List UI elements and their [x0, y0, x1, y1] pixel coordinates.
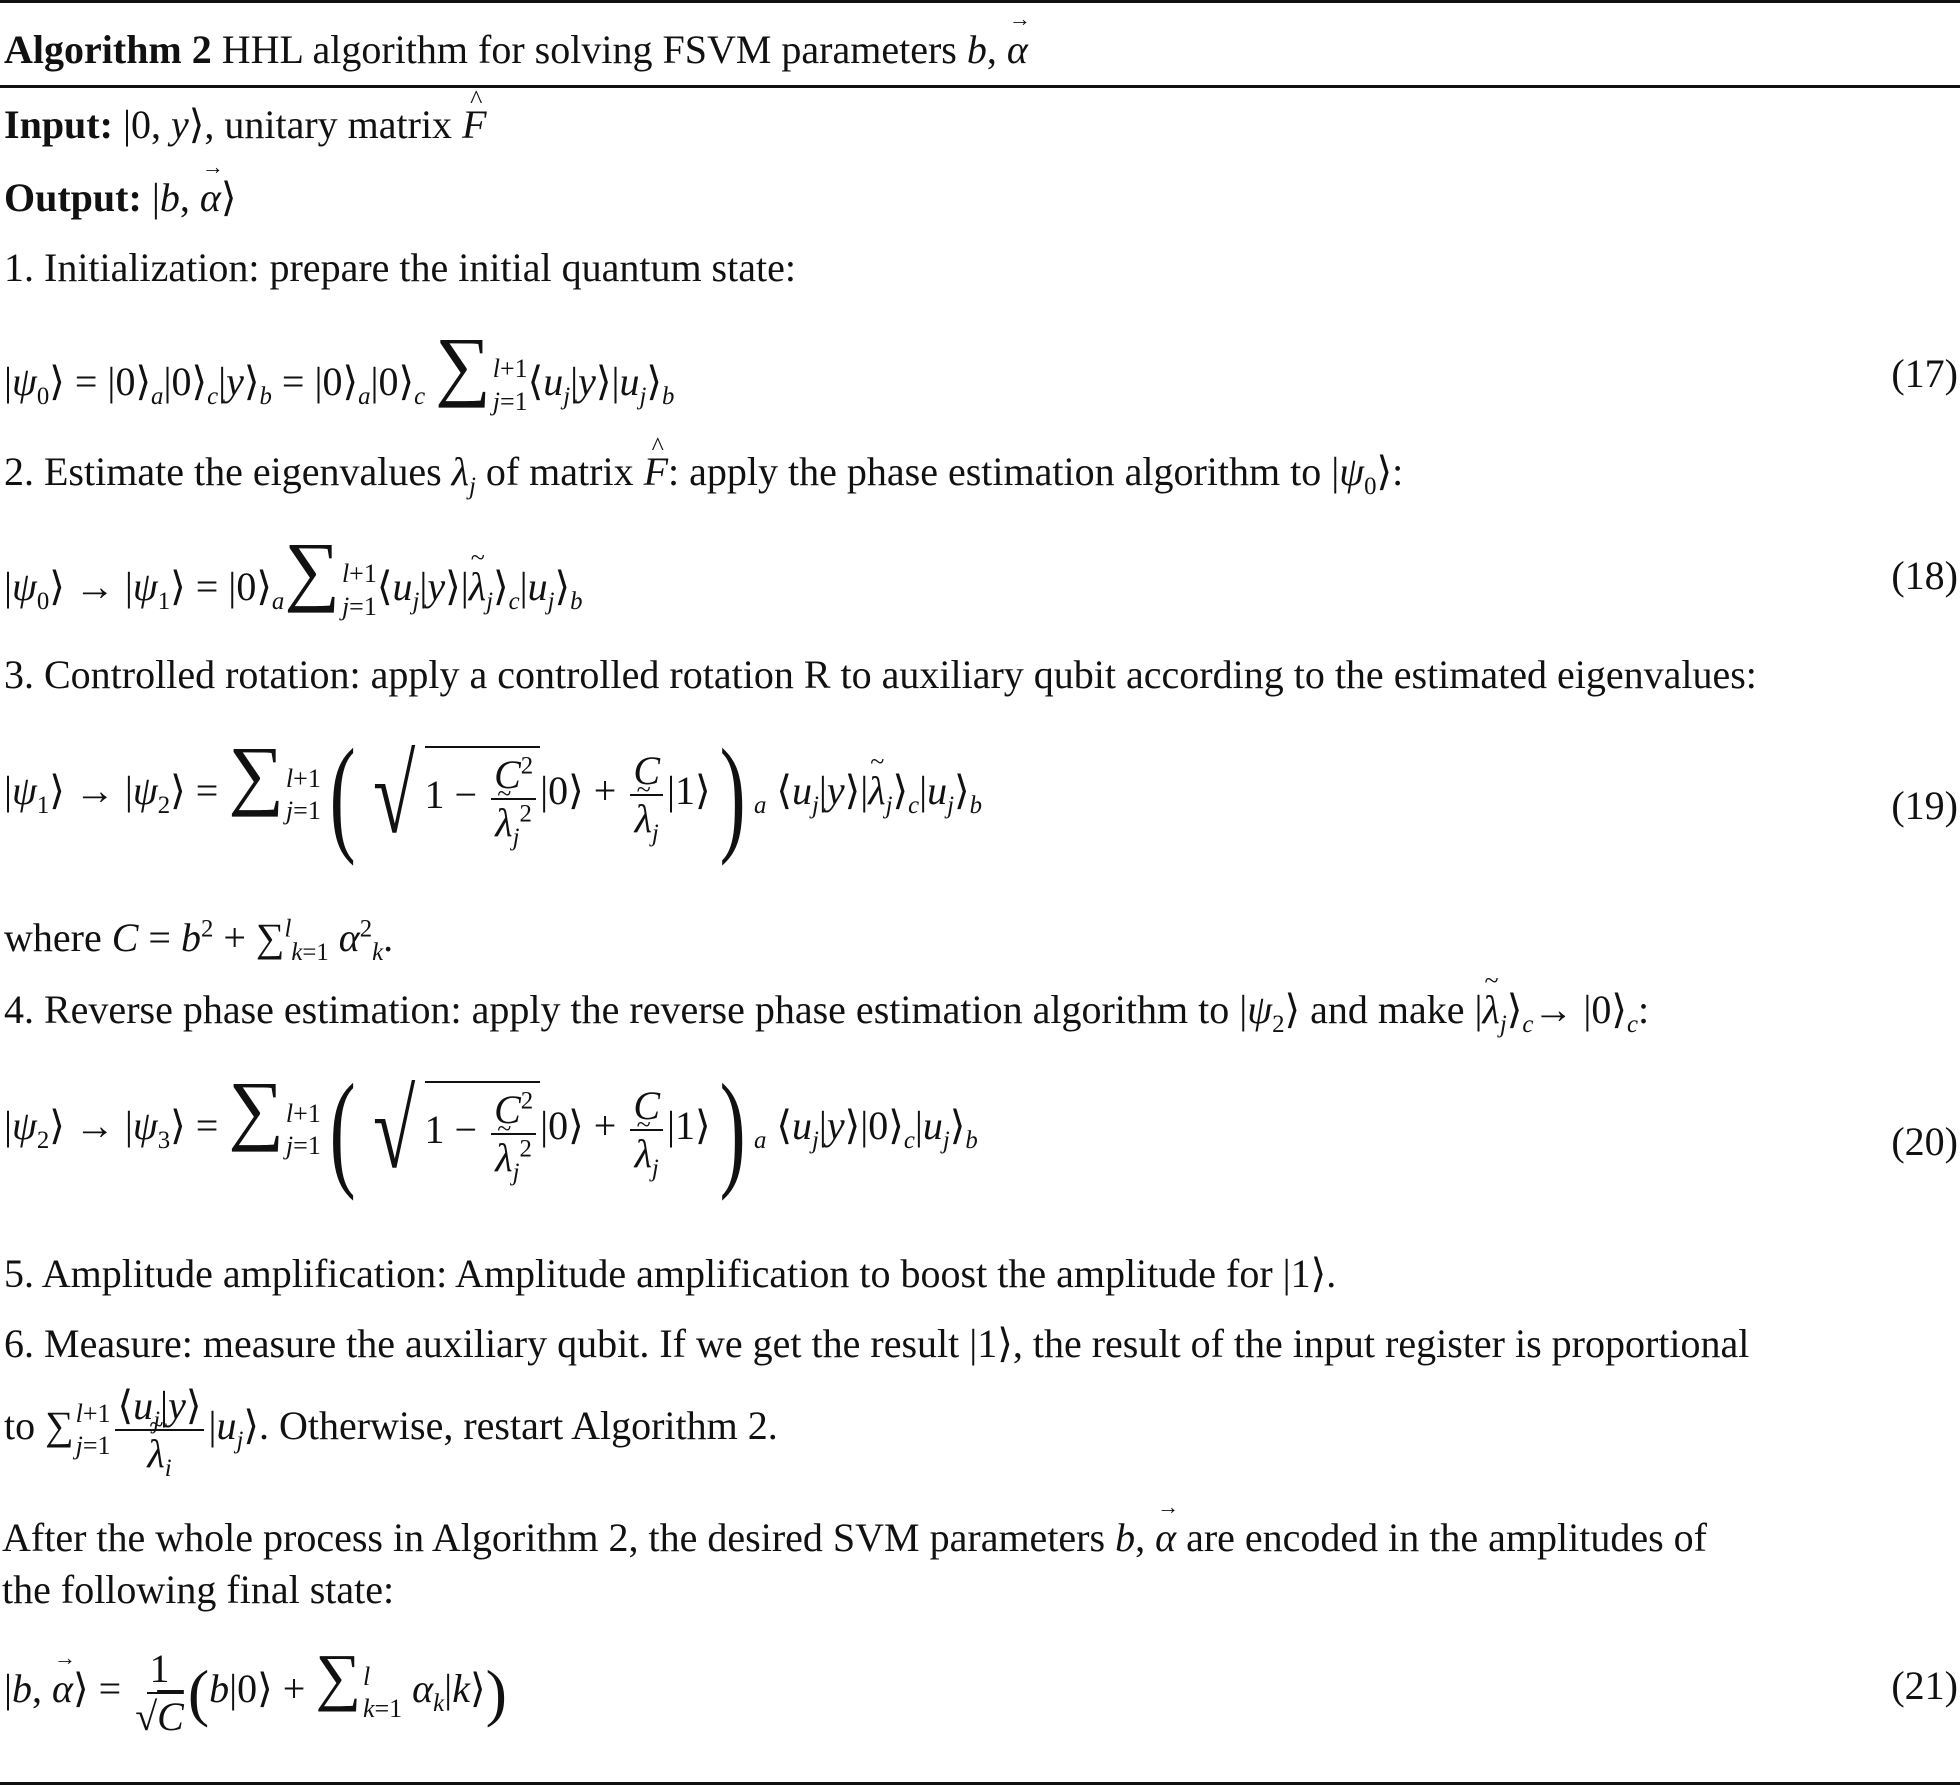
step-1: 1. Initialization: prepare the initial quantum state:	[4, 245, 796, 290]
output-label: Output:	[4, 175, 142, 220]
algorithm-title: HHL algorithm for solving FSVM parameters	[221, 27, 957, 72]
top-rule	[0, 0, 1960, 3]
equation-21: |b, → α⟩ = $\frac{1}{√C}$ (b|0⟩ + ∑ l k=1 $\alpha_k|k⟩$)	[4, 1648, 507, 1738]
step-4: 4. Reverse phase estimation: apply the reverse phase estimation algorithm to $|\psi_2⟩$ and make |~ $\lambda_j⟩_c\to$ $|0⟩_c$:	[4, 990, 1649, 1030]
step-3: 3. Controlled rotation: apply a controlled rotation R to auxiliary qubit according to the estimated eigenvalues:	[4, 652, 1757, 697]
where-line: where $C = b^2 + \sum^l_{k=1}$ $\alpha^2_k$.	[4, 915, 394, 966]
step-2: 2. Estimate the eigenvalues $\lambda_j$ of matrix ^ F: apply the phase estimation algorithm to $|\psi_0⟩$:	[4, 452, 1403, 492]
equation-number-17: (17)	[1891, 351, 1958, 396]
step-6-continued: to ∑ l+1 j=1 $⟨u_j|y⟩$ ~ $\lambda_i$ $|u_j⟩$. Otherwise, restart Algorithm 2.	[4, 1385, 778, 1475]
equation-17: $|\psi_0⟩$ = $|0⟩_a|0⟩_c|y⟩_b$ = $|0⟩_a|0⟩_c$ ∑ l+1 j=1 $⟨u_j|y⟩|u_j⟩_b$	[4, 321, 675, 416]
step-5: 5. Amplitude amplification: Amplitude amplification to boost the amplitude for |1⟩.	[4, 1251, 1337, 1296]
caption-rule	[0, 85, 1960, 88]
input-label: Input:	[4, 102, 113, 147]
equation-18: $|\psi_0⟩$ → $|\psi_1⟩$ = $|0⟩_a\sum$ l+1 j=1 $⟨u_j|y⟩|\sim$ $\lambda_j⟩_c|u_j⟩_b$	[4, 535, 583, 623]
paragraph-line-2: the following final state:	[2, 1567, 395, 1612]
equation-number-19: (19)	[1891, 783, 1958, 828]
input-line: Input: |0, y⟩, unitary matrix ^ F	[4, 105, 487, 145]
equation-number-18: (18)	[1891, 553, 1958, 598]
algorithm-caption: Algorithm 2 HHL algorithm for solving FSVM parameters b, → α	[4, 30, 1028, 70]
step-6: 6. Measure: measure the auxiliary qubit. If we get the result |1⟩, the result of the input register is proportional	[4, 1321, 1750, 1366]
bottom-rule	[0, 1782, 1960, 1785]
output-line: Output: |b, → α⟩	[4, 178, 236, 218]
equation-19: $|\psi_1⟩$ → $|\psi_2⟩$ = ∑ l+1 j=1 ( √ 1 − $C^2$ ~ $\lambda_j^2$ |0⟩ + C ~ $\lambda_j$ |1⟩) $_a$ $⟨u_j|y⟩|\sim$ $\lambda_j⟩_c|u_j⟩_b$	[4, 730, 982, 860]
equation-number-21: (21)	[1891, 1663, 1958, 1708]
algorithm-label: Algorithm 2	[4, 27, 212, 72]
equation-number-20: (20)	[1891, 1119, 1958, 1164]
paragraph-line-1: After the whole process in Algorithm 2, the desired SVM parameters b, → α are encoded in the amplitudes of	[2, 1518, 1707, 1558]
equation-20: $|\psi_2⟩$ → $|\psi_3⟩$ = ∑ l+1 j=1 ( √ 1 − $C^2$ ~ $\lambda_j^2$ |0⟩ + C ~ $\lambda_j$ |1⟩) $_a$ $⟨u_j|y⟩|0⟩_c|u_j⟩_b$	[4, 1065, 978, 1195]
